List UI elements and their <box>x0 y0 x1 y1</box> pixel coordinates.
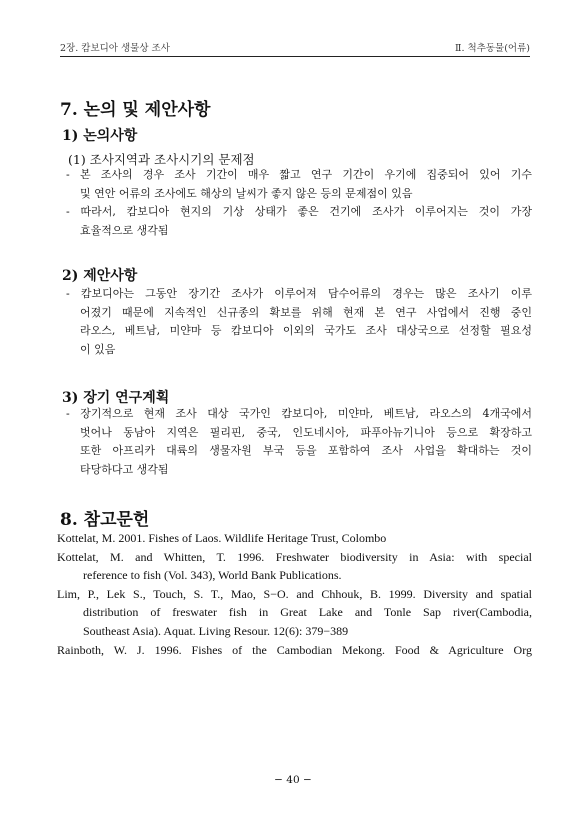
text-line: - 장기적으로 현재 조사 대상 국가인 캄보디아, 미얀마, 베트남, 라오스의 4개국에서 <box>66 407 532 420</box>
subsection-2-title: 2) 제안사항 <box>62 268 138 284</box>
reference-entry-continued: reference to fish (Vol. 343), World Bank Publications. <box>83 568 342 583</box>
text-line: - 따라서, 캄보디아 현지의 기상 상태가 좋은 건기에 조사가 이루어지는 것이 가장 <box>66 205 532 219</box>
text-line: 타당하다고 생각됨 <box>80 462 169 476</box>
text-line: - 본 조사의 경우 조사 기간이 매우 짧고 연구 기간이 우기에 집중되어 있어 기수 <box>66 168 532 181</box>
subsection-1-item: (1) 조사지역과 조사시기의 문제점 <box>68 152 255 167</box>
reference-entry: Rainboth, W. J. 1996. Fishes of the Cambodian Mekong. Food & Agriculture Org <box>57 642 532 657</box>
subsection-3-title: 3) 장기 연구계획 <box>62 390 170 406</box>
reference-entry: Kottelat, M. and Whitten, T. 1996. Freshwater biodiversity in Asia: with special <box>57 549 532 564</box>
reference-entry: Lim, P., Lek S., Touch, S. T., Mao, S−O. and Chhouk, B. 1999. Diversity and spatial <box>57 586 532 601</box>
text-line: 효율적으로 생각됨 <box>80 223 169 237</box>
subsection-3-text <box>66 405 532 479</box>
reference-entry-continued: Southeast Asia). Aquat. Living Resour. 12(6): 379−389 <box>83 623 349 638</box>
reference-list <box>57 529 532 659</box>
text-line: 라오스, 베트남, 미얀마 등 캄보디아 이외의 국가도 조사 대상국으로 선정할 필요성 <box>80 324 532 338</box>
text-line: 및 연안 어류의 조사에도 해상의 날씨가 좋지 않은 등의 문제점이 있음 <box>80 186 413 200</box>
section-8-title: 8. 참고문헌 <box>60 510 150 530</box>
section-7-title: 7. 논의 및 제안사항 <box>60 100 211 120</box>
text-line: - 캄보디아는 그동안 장기간 조사가 이루어져 담수어류의 경우는 많은 조사기 이루 <box>66 287 532 300</box>
text-line: 벗어나 동남아 지역은 필리핀, 중국, 인도네시아, 파푸아뉴기니아 등으로 확장하고 <box>80 425 532 439</box>
page-number: − 40 − <box>274 774 312 786</box>
header-section: Ⅱ. 척추동물(어류) <box>455 43 530 54</box>
subsection-1-title: 1) 논의사항 <box>62 128 138 144</box>
page-header <box>60 38 530 57</box>
subsection-2-text <box>66 285 532 359</box>
text-line: 어졌기 때문에 지속적인 신규종의 확보를 위해 현재 본 연구 사업에서 진행 중인 <box>80 305 532 319</box>
header-chapter: 2장. 캄보디아 생물상 조사 <box>60 43 170 54</box>
text-line: 이 있음 <box>80 342 116 356</box>
text-line: 또한 아프리카 대륙의 생물자원 부국 등을 포함하여 조사 사업을 확대하는 것이 <box>80 444 532 458</box>
subsection-1-text <box>66 166 532 240</box>
reference-entry-continued: distribution of freswater fish in Great Lake and Tonle Sap river(Cambodia, <box>83 605 532 620</box>
reference-entry: Kottelat, M. 2001. Fishes of Laos. Wildlife Heritage Trust, Colombo <box>57 531 387 545</box>
